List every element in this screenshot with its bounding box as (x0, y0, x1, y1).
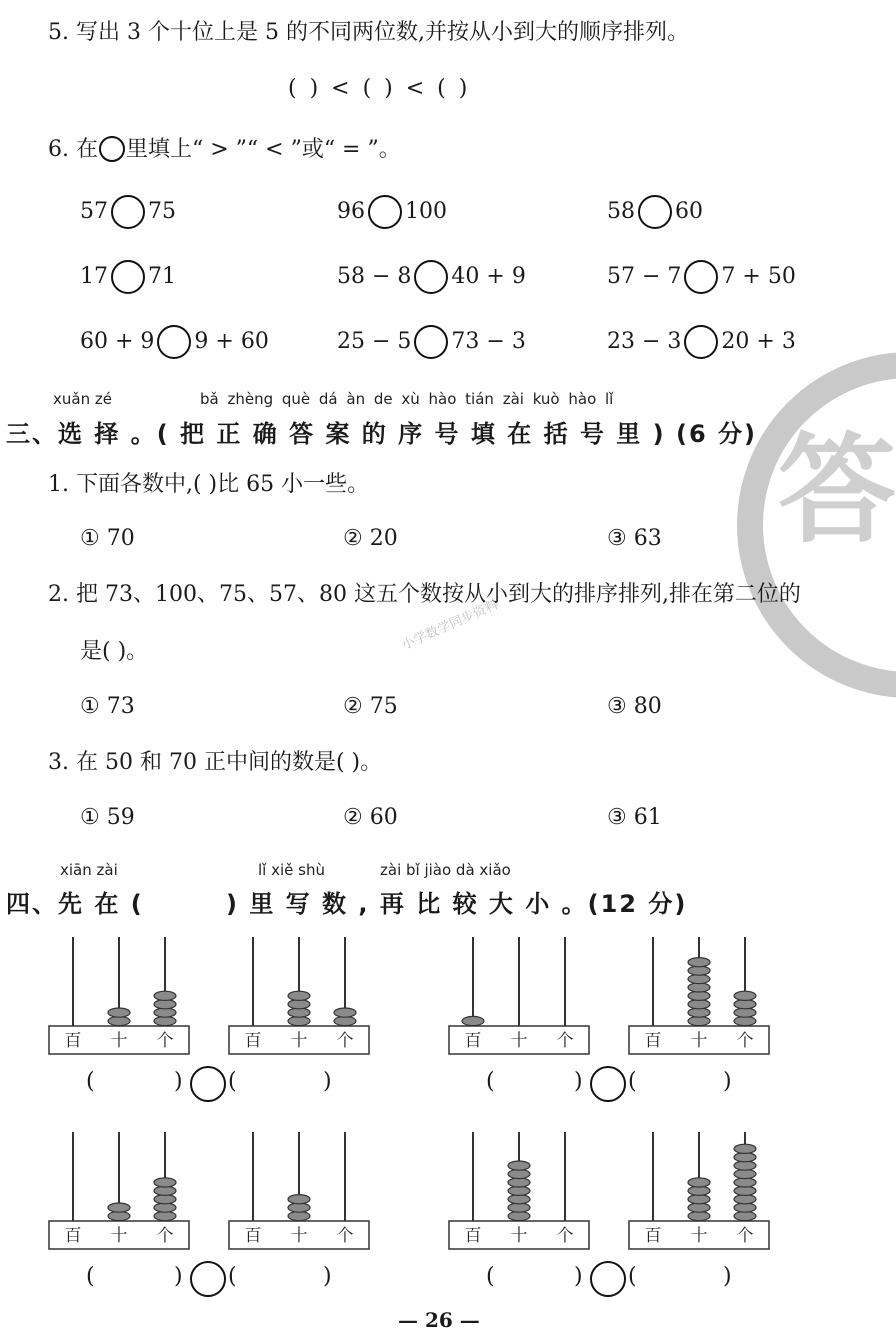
choice-q2-stem: 2. 把 73、100、75、57、80 这五个数按从小到大的排序排列,排在第二位的 (48, 582, 801, 607)
answer-paren-open[interactable]: ( (486, 1264, 495, 1289)
choice-q3-stem: 3. 在 50 和 70 正中间的数是( )。 (48, 750, 383, 775)
place-label: 百 (244, 1226, 262, 1246)
compare-right: 9 + 60 (194, 329, 269, 354)
compare-left: 25 − 5 (337, 329, 412, 354)
choice-option[interactable]: ① 70 (80, 526, 135, 551)
answer-circle[interactable] (111, 260, 145, 294)
circle-icon (99, 136, 125, 162)
place-label: 十 (290, 1226, 308, 1246)
abacus-right (628, 1128, 770, 1250)
compare-item (607, 325, 796, 359)
compare-item (337, 195, 447, 229)
pinyin-instruction: bǎ zhèng què dá àn de xù hào tián zài kuò hào lǐ (200, 390, 614, 408)
abacus-bead (688, 1178, 710, 1187)
place-label: 十 (510, 1031, 528, 1051)
compare-left: 58 (607, 199, 635, 224)
answer-paren-close[interactable]: ) (723, 1069, 732, 1094)
choice-option[interactable]: ② 75 (343, 694, 398, 719)
compare-left: 60 + 9 (80, 329, 155, 354)
stamp-character: 答 (778, 421, 896, 559)
compare-item (337, 260, 526, 294)
answer-circle[interactable] (638, 195, 672, 229)
compare-item (337, 325, 526, 359)
compare-item (80, 325, 269, 359)
place-label: 百 (64, 1031, 82, 1051)
place-label: 十 (110, 1031, 128, 1051)
compare-left: 57 − 7 (607, 264, 682, 289)
question-6-text (48, 135, 401, 165)
compare-left: 58 − 8 (337, 264, 412, 289)
answer-paren-open[interactable]: ( (628, 1069, 637, 1094)
answer-circle[interactable] (111, 195, 145, 229)
place-label: 百 (464, 1031, 482, 1051)
section-4-heading-a: 四、先 在 ( (6, 890, 144, 918)
choice-q2-stem-cont: 是( )。 (80, 639, 149, 664)
abacus-right (628, 933, 770, 1055)
abacus-left (48, 933, 190, 1055)
answer-circle[interactable] (157, 325, 191, 359)
place-label: 百 (64, 1226, 82, 1246)
compare-item (607, 260, 796, 294)
section-3-heading: 三、选 择 。( 把 正 确 答 案 的 序 号 填 在 括 号 里 ) (6 分) (6, 420, 757, 448)
choice-option[interactable]: ③ 61 (607, 805, 662, 830)
abacus-left (448, 933, 590, 1055)
compare-right: 40 + 9 (451, 264, 526, 289)
abacus-bead (508, 1161, 530, 1170)
abacus-right (228, 1128, 370, 1250)
compare-item (80, 195, 176, 229)
place-label: 个 (336, 1031, 354, 1051)
abacus-bead (734, 991, 756, 1000)
place-label: 十 (510, 1226, 528, 1246)
answer-circle[interactable] (368, 195, 402, 229)
abacus-bead (688, 958, 710, 967)
compare-left: 57 (80, 199, 108, 224)
compare-left: 23 − 3 (607, 329, 682, 354)
compare-left: 96 (337, 199, 365, 224)
answer-circle[interactable] (684, 260, 718, 294)
place-label: 十 (110, 1226, 128, 1246)
choice-option[interactable]: ② 60 (343, 805, 398, 830)
abacus-bead (334, 1008, 356, 1017)
place-label: 个 (336, 1226, 354, 1246)
place-label: 十 (690, 1226, 708, 1246)
pinyin-xianzai: xiān zài (60, 861, 118, 879)
place-label: 百 (644, 1031, 662, 1051)
pinyin-xuanze: xuǎn zé (53, 390, 112, 408)
q6-suffix: 里填上“ > ”“ < ”或“ = ”。 (125, 137, 401, 162)
compare-right: 71 (148, 264, 176, 289)
answer-paren-open[interactable]: ( (86, 1069, 95, 1094)
abacus-bead (734, 1144, 756, 1153)
abacus-bead (462, 1016, 484, 1025)
compare-circle[interactable] (590, 1066, 626, 1102)
abacus-left (48, 1128, 190, 1250)
abacus-bead (288, 1195, 310, 1204)
q6-prefix: 6. 在 (48, 137, 98, 162)
choice-option[interactable]: ① 73 (80, 694, 135, 719)
answer-paren-open[interactable]: ( (86, 1264, 95, 1289)
answer-circle[interactable] (684, 325, 718, 359)
pinyin-zaibijiao: zài bǐ jiào dà xiǎo (380, 861, 511, 879)
abacus-bead (154, 1178, 176, 1187)
place-label: 十 (690, 1031, 708, 1051)
compare-item (607, 195, 703, 229)
compare-right: 75 (148, 199, 176, 224)
pinyin-lixieshu: lǐ xiě shù (258, 861, 325, 879)
answer-paren-close[interactable]: ) (323, 1264, 332, 1289)
place-label: 个 (156, 1031, 174, 1051)
choice-option[interactable]: ① 59 (80, 805, 135, 830)
abacus-bead (288, 991, 310, 1000)
answer-paren-close[interactable]: ) (323, 1069, 332, 1094)
choice-q1-stem: 1. 下面各数中,( )比 65 小一些。 (48, 472, 370, 497)
place-label: 个 (556, 1226, 574, 1246)
place-label: 百 (644, 1226, 662, 1246)
question-5-blanks[interactable]: ( ) < ( ) < ( ) (288, 76, 468, 101)
place-label: 个 (156, 1226, 174, 1246)
answer-paren-open[interactable]: ( (486, 1069, 495, 1094)
choice-option[interactable]: ③ 63 (607, 526, 662, 551)
compare-circle[interactable] (590, 1261, 626, 1297)
abacus-bead (108, 1008, 130, 1017)
compare-right: 60 (675, 199, 703, 224)
answer-paren-close[interactable]: ) (574, 1069, 583, 1094)
compare-right: 100 (405, 199, 447, 224)
answer-circle[interactable] (414, 260, 448, 294)
choice-option[interactable]: ③ 80 (607, 694, 662, 719)
question-5-text: 5. 写出 3 个十位上是 5 的不同两位数,并按从小到大的顺序排列。 (48, 20, 689, 45)
abacus-bead (154, 991, 176, 1000)
abacus-bead (108, 1203, 130, 1212)
answer-paren-close[interactable]: ) (723, 1264, 732, 1289)
compare-circle[interactable] (190, 1261, 226, 1297)
answer-paren-open[interactable]: ( (628, 1264, 637, 1289)
place-label: 百 (464, 1226, 482, 1246)
compare-right: 7 + 50 (721, 264, 796, 289)
abacus-right (228, 933, 370, 1055)
place-label: 个 (736, 1031, 754, 1051)
place-label: 个 (736, 1226, 754, 1246)
compare-right: 73 − 3 (451, 329, 526, 354)
abacus-left (448, 1128, 590, 1250)
place-label: 百 (244, 1031, 262, 1051)
answer-circle[interactable] (414, 325, 448, 359)
place-label: 十 (290, 1031, 308, 1051)
answer-paren-close[interactable]: ) (174, 1264, 183, 1289)
compare-right: 20 + 3 (721, 329, 796, 354)
choice-option[interactable]: ② 20 (343, 526, 398, 551)
compare-item (80, 260, 176, 294)
answer-paren-close[interactable]: ) (574, 1264, 583, 1289)
answer-paren-open[interactable]: ( (228, 1069, 237, 1094)
page-number: — 26 — (398, 1308, 480, 1332)
compare-circle[interactable] (190, 1066, 226, 1102)
answer-paren-open[interactable]: ( (228, 1264, 237, 1289)
compare-left: 17 (80, 264, 108, 289)
answer-paren-close[interactable]: ) (174, 1069, 183, 1094)
section-4-heading-b: ) 里 写 数 , 再 比 较 大 小 。(12 分) (226, 890, 688, 918)
place-label: 个 (556, 1031, 574, 1051)
watermark-text: 小学数学同步资料 (399, 597, 501, 654)
